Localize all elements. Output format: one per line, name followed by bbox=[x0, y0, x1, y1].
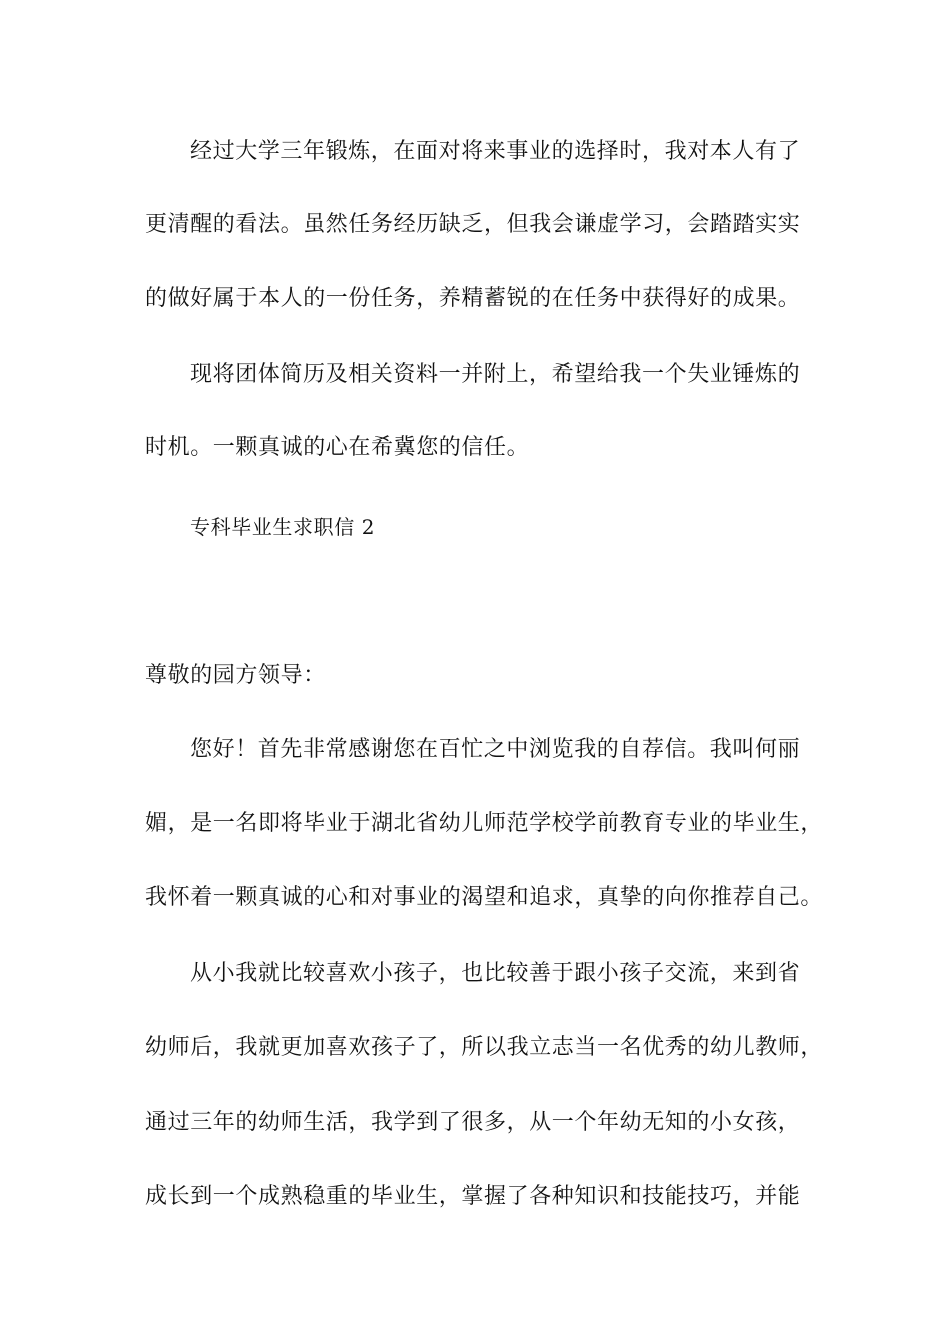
paragraph-line: 时机。一颗真诚的心在希冀您的信任。 bbox=[145, 435, 530, 460]
paragraph-line: 经过大学三年锻炼，在面对将来事业的选择时，我对本人有了 bbox=[190, 139, 801, 164]
paragraph-line: 通过三年的幼师生活，我学到了很多，从一个年幼无知的小女孩， bbox=[145, 1110, 801, 1135]
paragraph-line: 媚，是一名即将毕业于湖北省幼儿师范学校学前教育专业的毕业生， bbox=[145, 811, 824, 836]
paragraph-line: 幼师后，我就更加喜欢孩子了，所以我立志当一名优秀的幼儿教师， bbox=[145, 1035, 824, 1060]
paragraph-line: 成长到一个成熟稳重的毕业生，掌握了各种知识和技能技巧，并能 bbox=[145, 1184, 801, 1209]
paragraph-line: 我怀着一颗真诚的心和对事业的渴望和追求，真挚的向你推荐自己。 bbox=[145, 885, 824, 910]
paragraph-line: 更清醒的看法。虽然任务经历缺乏，但我会谦虚学习，会踏踏实实 bbox=[145, 212, 801, 237]
paragraph-line: 您好！首先非常感谢您在百忙之中浏览我的自荐信。我叫何丽 bbox=[190, 737, 801, 762]
paragraph-line: 现将团体简历及相关资料一并附上，希望给我一个失业锤炼的 bbox=[190, 362, 801, 387]
section-heading: 专科毕业生求职信 2 bbox=[190, 515, 376, 539]
paragraph-line: 从小我就比较喜欢小孩子，也比较善于跟小孩子交流，来到省 bbox=[190, 961, 801, 986]
salutation: 尊敬的园方领导： bbox=[145, 663, 326, 688]
paragraph-line: 的做好属于本人的一份任务，养精蓄锐的在任务中获得好的成果。 bbox=[145, 286, 801, 311]
